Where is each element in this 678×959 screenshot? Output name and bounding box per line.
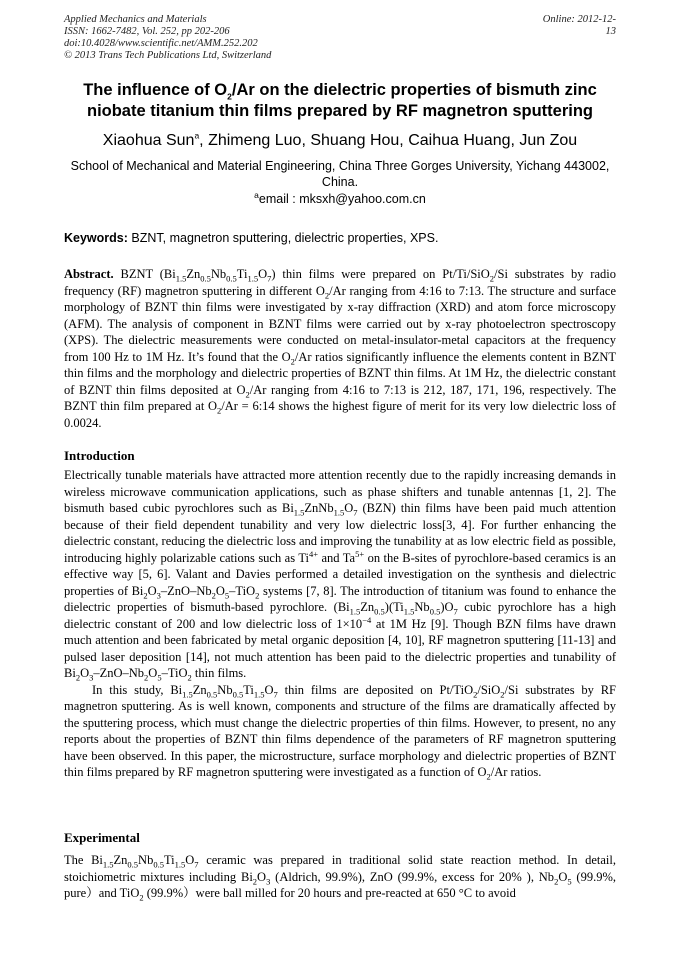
experimental-heading: Experimental xyxy=(64,830,140,845)
title-text-1: The influence of O xyxy=(83,81,228,99)
doi-line: doi:10.4028/www.scientific.net/AMM.252.202 xyxy=(64,38,258,49)
first-author: Xiaohua Sun xyxy=(102,132,195,149)
journal-name: Applied Mechanics and Materials xyxy=(64,14,207,25)
abstract-paragraph: Abstract. BZNT $(Bi_{1.5}Zn_{0.5}Nb_{0.5}Ti_{1.5}O_7)$ thin films were prepared on Pt/Ti/SiO$_2$/Si substrates by radio frequency (RF) magnetron sputtering in different $O_2/Ar$ ranging from 4:16 to 7:13. The structure and surface morphology of BZNT thin films were investigated by x-ray diffraction (XRD) and atom force microscopy (AFM). The analysis of component in BZNT films were carried out by x-ray photoelectron spectroscopy (XPS). The dielectric measurements were conducted on metal-insulator-metal capacitors at the frequency from 100 Hz to 1M Hz. It’s found that the $O_2/Ar$ ratios significantly influence the elements content in BZNT thin films and the morphology and dielectric properties of BZNT thin films. At 1M Hz, the dielectric constant of BZNT thin films deposited at $O_2/Ar$ ranging from 4:16 to 7:13 is 212, 187, 171, 196, respectively. The BZNT thin film prepared at $O_2/Ar$ = 6:14 shows the highest figure of merit for its very low dielectric loss of 0.0024. xyxy=(64,267,617,430)
issn-line: ISSN: 1662-7482, Vol. 252, pp 202-206 xyxy=(64,26,230,37)
keywords-label: Keywords: xyxy=(64,231,128,245)
affiliation: School of Mechanical and Material Engineering, China Three Gorges University, Yichang 443002, China. xyxy=(70,159,610,189)
paper-title xyxy=(64,80,616,122)
introduction-heading: Introduction xyxy=(64,448,135,463)
title-text-2: /Ar on the dielectric properties of bismuth zinc niobate titanium thin films prepared by RF magnetron sputtering xyxy=(86,81,597,120)
keywords xyxy=(64,230,616,246)
author-mark: a xyxy=(194,130,200,141)
intro-paragraph-2: In this study, $Bi_{1.5}Zn_{0.5}Nb_{0.5}Ti_{1.5}O_7$ thin films are deposited on Pt/TiO$_2$/SiO$_2$/Si substrates by RF magnetron sputtering. As is well known, components and structure of the films are dramatically affected by the sputtering process, which must change the dielectric properties of thin films. However, to present, no any reports about the properties of BZNT thin films dependence of the parameters of RF magnetron sputtering have been observed. In this paper, the microstructure, surface morphology and dielectric properties of BZNT thin films prepared by RF magnetron sputtering were investigated as a function of $O_2/Ar$ ratios. xyxy=(64,682,616,782)
email-mark: a xyxy=(254,189,259,200)
abstract-label: Abstract. xyxy=(64,267,114,281)
copyright-line: © 2013 Trans Tech Publications Ltd, Switzerland xyxy=(64,50,272,61)
email-text: email : mksxh@yahoo.com.cn xyxy=(258,192,426,206)
email-line xyxy=(64,191,616,207)
intro-paragraph-1: Electrically tunable materials have attracted more attention recently due to the rapidly increasing demands in wireless microwave communication applications, such as phase shifters and tunable antennas [1, 2]. The bismuth based cubic pyrochlores such as $Bi_{1.5}ZnNb_{1.5}O_7$ (BZN) thin films have been paid much attention because of their field dependent tunability and very low dielectric loss[3, 4]. For further enhancing the dielectric constant, reducing the dielectric loss and improving the tunability at as low electric field as possible, introducing highly polarizable cations such as $Ti^{4+}$ and $Ta^{5+}$ on the B-sites of pyrochlore-based ceramics is an effective way [5, 6]. Valant and Davies performed a detailed investigation on the synthesis and dielectric properties of $Bi_2O_3-ZnO-Nb_2O_5-TiO_2$ systems [7, 8]. The introduction of titanium was found to enhance the dielectric properties of bismuth-based pyrochlore. $(Bi_{1.5}Zn_{0.5})(Ti_{1.5}Nb_{0.5})O_7$ cubic pyrochlore has a high dielectric constant of 200 and low dielectric loss of $1\times 10^{-4}$ at 1M Hz [9]. Though BZN films have drawn much attention and been fabricated by metal organic deposition [4, 10], RF magnetron sputtering [11-13] and pulsed laser deposition [14], not much attention has been paid to the dielectric properties and tunability of $Bi_2O_3-ZnO-Nb_2O_5-TiO_2$ thin films. xyxy=(64,468,616,683)
online-date: Online: 2012-12-13 xyxy=(542,14,616,37)
keywords-text: BZNT, magnetron sputtering, dielectric properties, XPS. xyxy=(127,231,439,245)
author-list xyxy=(64,131,616,151)
introduction-section xyxy=(64,467,616,781)
other-authors: , Zhimeng Luo, Shuang Hou, Caihua Huang, Jun Zou xyxy=(199,132,578,149)
experimental-paragraph: The $Bi_{1.5}Zn_{0.5}Nb_{0.5}Ti_{1.5}O_7$ ceramic was prepared in traditional solid state reaction method. In detail, stoichiometric mixtures including $Bi_2O_3$ (Aldrich, 99.9%), ZnO (99.9%, excess for 20% ), $Nb_2O_5$ (99.9%, pure）and TiO$_2$ (99.9%）were ball milled for 20 hours and pre-reacted at 650 °C to avoid xyxy=(64,853,617,903)
journal-header xyxy=(64,14,271,62)
title-subscript: 2 xyxy=(227,91,232,102)
